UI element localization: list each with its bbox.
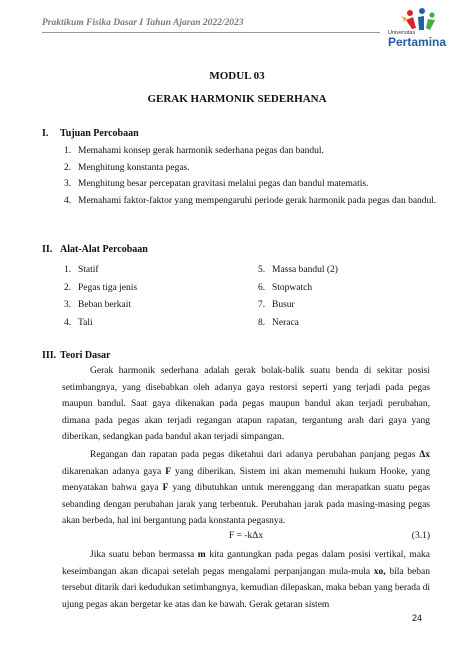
list-item: 8. Neraca bbox=[258, 317, 299, 328]
paragraph: Gerak harmonik sederhana adalah gerak bolak-balik suatu benda di sekitar posisi setimbangnya, yang disebabkan oleh adanya gaya restorsi seperti yang terjadi pada pegas maupun bandul. Saat gaya dikenakan pada pegas maupun bandul akan terjadi perubahan, dimana pada pegas akan terjadi regangan atapun rapatan, tergantung arah dari gaya yang diberikan, sedangkan pada bandul akan terjadi simpangan. bbox=[62, 366, 430, 443]
paragraph: Jika suatu beban bermassa m kita gantungkan pada pegas dalam posisi vertikal, maka keseimbangan akan dicapai setelah pegas mengalami perpanjangan mula-mula xo, bila beban tersebut ditarik dari kedudukan setimbangnya, kemudian dilepaskan, maka beban yang berada di ujung pegas akan bergetar ke atas dan ke bawah. Gerak getaran sistem bbox=[62, 550, 430, 610]
module-title: MODUL 03 bbox=[209, 70, 265, 82]
equipment-column-left bbox=[64, 262, 244, 332]
module-subtitle: GERAK HARMONIK SEDERHANA bbox=[147, 93, 327, 105]
list-item: 6. Stopwatch bbox=[258, 282, 313, 293]
objectives-list bbox=[64, 143, 444, 209]
logo-brand-text: Pertamina bbox=[388, 35, 447, 49]
section-title: Alat-Alat Percobaan bbox=[60, 244, 148, 255]
paragraph: Regangan dan rapatan pada pegas diketahui dari adanya perubahan panjang pegas Δx dikarenakan adanya gaya F yang diberikan. Sistem ini akan memenuhi hukum Hooke, yang menyatakan bahwa gaya F yang dibutuhkan untuk merenggang dan merapatkan suatu pegas sebanding dengan perubahan jarak yang terbentuk. Perubahan jarak pada masing-masing pegas akan berbeda, hal ini bergantung pada konstanta pegasnya. bbox=[62, 450, 430, 527]
section-number: I. bbox=[42, 128, 49, 139]
logo-small-text: Universitas bbox=[388, 30, 416, 36]
section-title: Tujuan Percobaan bbox=[60, 128, 139, 139]
section-title: Teori Dasar bbox=[60, 350, 111, 361]
university-logo bbox=[388, 8, 458, 50]
page-header bbox=[42, 14, 452, 49]
header-divider bbox=[42, 32, 380, 33]
section-heading-equipment bbox=[42, 244, 148, 255]
logo-figure-icon bbox=[388, 8, 458, 32]
section-heading-theory bbox=[42, 350, 110, 361]
section-number: III. bbox=[42, 350, 57, 361]
section-heading-objectives bbox=[42, 128, 139, 139]
equation-text: F = -kΔx bbox=[228, 531, 264, 541]
equation-number: (3.1) bbox=[411, 531, 430, 541]
section-number: II. bbox=[42, 244, 53, 255]
list-item: 4. Tali bbox=[64, 317, 93, 328]
list-item: 1. Memahami konsep gerak harmonik sederhana pegas dan bandul. bbox=[64, 146, 324, 156]
header-text: Praktikum Fisika Dasar I Tahun Ajaran 2022/2023 bbox=[42, 18, 244, 28]
list-item: 7. Busur bbox=[258, 300, 295, 310]
page-number: 24 bbox=[412, 613, 423, 623]
list-item: 2. Pegas tiga jenis bbox=[64, 282, 138, 293]
list-item: 4. Memahami faktor-faktor yang mempengaruhi periode gerak harmonik pada pegas dan bandul. bbox=[64, 195, 437, 206]
list-item: 5. Massa bandul (2) bbox=[258, 265, 338, 275]
list-item: 1. Statif bbox=[64, 265, 99, 275]
equipment-column-right bbox=[258, 262, 438, 332]
list-item: 3. Beban berkait bbox=[64, 300, 132, 310]
list-item: 2. Menghitung konstanta pegas. bbox=[64, 162, 190, 173]
list-item: 3. Menghitung besar percepatan gravitasi melalui pegas dan bandul matematis. bbox=[64, 179, 369, 189]
